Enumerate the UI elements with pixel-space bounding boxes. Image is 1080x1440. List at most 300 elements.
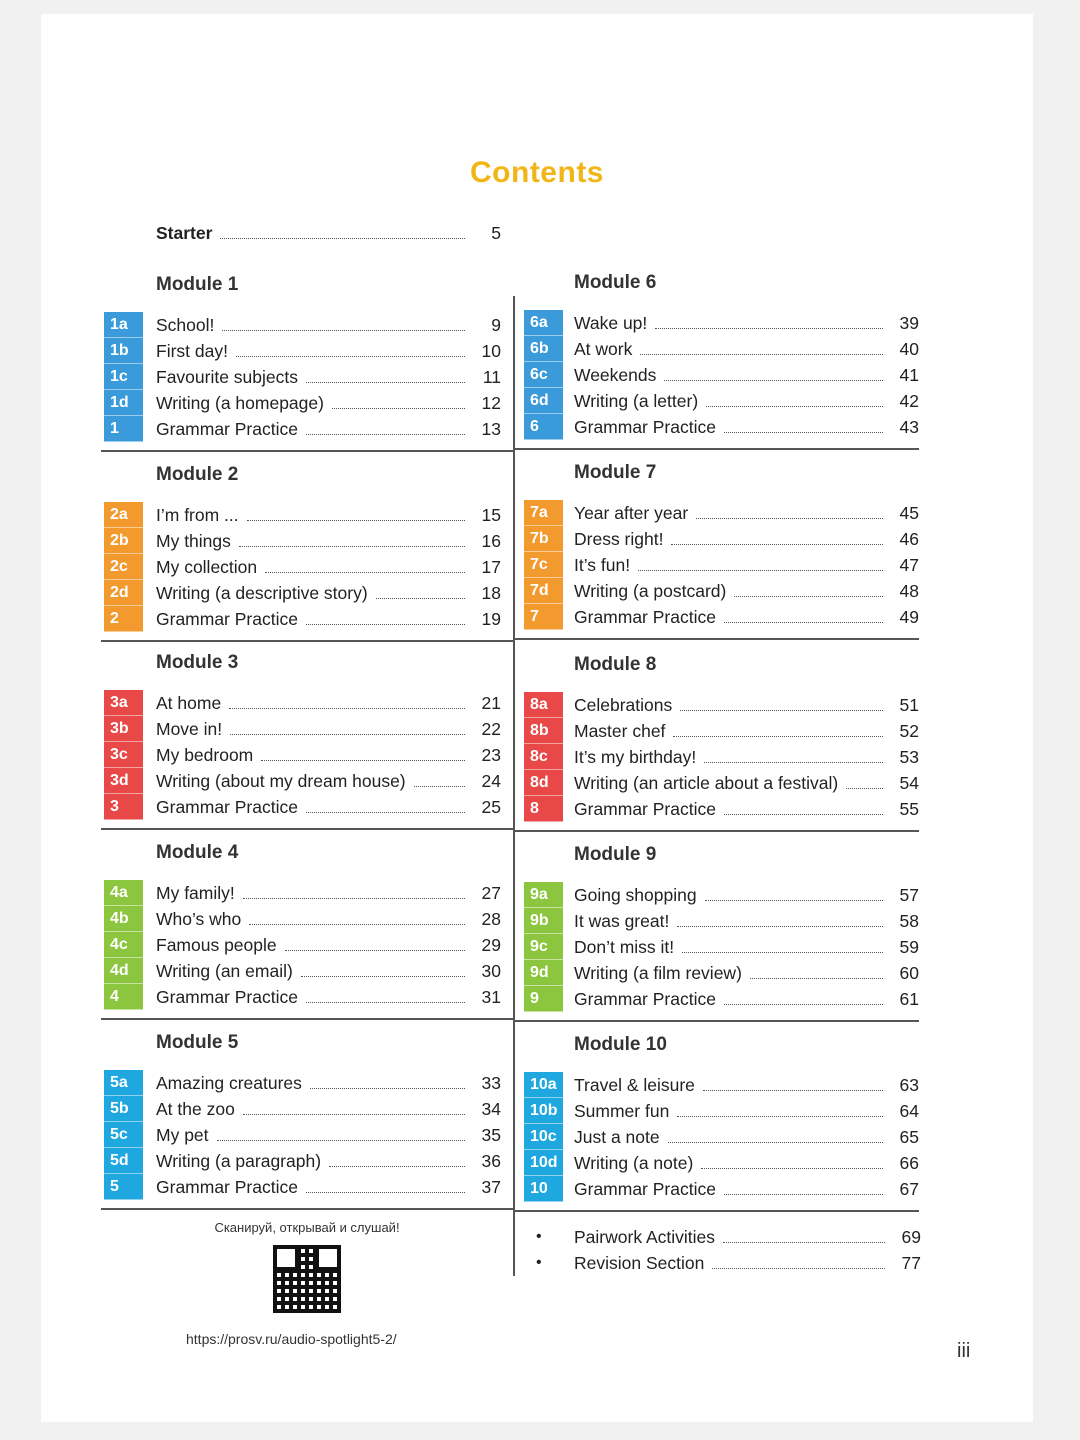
- toc-label: Writing (a film review): [574, 962, 742, 983]
- toc-page: 25: [481, 796, 501, 817]
- toc-label: It’s fun!: [574, 554, 631, 575]
- unit-list: [156, 880, 501, 1010]
- toc-label: It’s my birthday!: [574, 746, 697, 767]
- toc-label: Master chef: [574, 720, 666, 741]
- toc-page: 36: [481, 1150, 501, 1171]
- toc-row[interactable]: [156, 606, 501, 632]
- toc-page: 66: [899, 1152, 919, 1173]
- module-section: [521, 462, 921, 652]
- toc-page: 12: [481, 392, 501, 413]
- toc-row[interactable]: [156, 906, 501, 932]
- toc-page: 30: [481, 960, 501, 981]
- leader-dots: [712, 1268, 885, 1269]
- toc-page: 33: [481, 1072, 501, 1093]
- unit-code: 7a: [524, 500, 563, 526]
- module-title: Module 10: [574, 1034, 667, 1055]
- module-section: [101, 274, 502, 464]
- toc-page: 13: [481, 418, 501, 439]
- toc-row[interactable]: [574, 310, 919, 336]
- toc-page: 52: [899, 720, 919, 741]
- toc-label: Travel & leisure: [574, 1074, 695, 1095]
- unit-code: 5a: [104, 1070, 143, 1096]
- leader-dots: [306, 812, 465, 813]
- toc-row[interactable]: [156, 1070, 501, 1096]
- leader-dots: [671, 544, 883, 545]
- toc-page: 61: [899, 988, 919, 1009]
- toc-label: Famous people: [156, 934, 277, 955]
- toc-page: 19: [481, 608, 501, 629]
- toc-page: 48: [899, 580, 919, 601]
- toc-page: 53: [899, 746, 919, 767]
- unit-code: 5: [104, 1174, 143, 1200]
- leader-dots: [236, 356, 465, 357]
- module-title: Module 6: [574, 272, 657, 293]
- toc-label: Grammar Practice: [156, 1176, 298, 1197]
- toc-page: 27: [481, 882, 501, 903]
- toc-page: 54: [899, 772, 919, 793]
- unit-list: [574, 500, 919, 630]
- toc-label: Writing (a descriptive story): [156, 582, 368, 603]
- leader-dots: [329, 1166, 465, 1167]
- module-divider: [514, 1020, 919, 1022]
- unit-code: 7: [524, 604, 563, 630]
- bullet-icon: •: [536, 1254, 542, 1271]
- toc-page: 15: [481, 504, 501, 525]
- module-divider: [514, 638, 919, 640]
- audio-scan-block: [101, 1220, 513, 1313]
- toc-row[interactable]: [156, 716, 501, 742]
- leader-dots: [310, 1088, 465, 1089]
- unit-code-strip: [104, 502, 143, 632]
- module-divider: [514, 830, 919, 832]
- unit-list: [156, 1070, 501, 1200]
- toc-label: Grammar Practice: [156, 986, 298, 1007]
- leader-dots: [703, 1090, 883, 1091]
- leader-dots: [414, 786, 465, 787]
- toc-page: 37: [481, 1176, 501, 1197]
- toc-row[interactable]: [574, 796, 919, 822]
- toc-label: Just a note: [574, 1126, 660, 1147]
- toc-label: My bedroom: [156, 744, 254, 765]
- toc-row[interactable]: [156, 1096, 501, 1122]
- toc-page: 60: [899, 962, 919, 983]
- toc-label: Who’s who: [156, 908, 242, 929]
- module-divider: [101, 1018, 513, 1020]
- toc-row[interactable]: [156, 742, 501, 768]
- toc-row[interactable]: [156, 794, 501, 820]
- toc-page: 18: [481, 582, 501, 603]
- toc-page: 11: [482, 366, 501, 387]
- module-title: Module 9: [574, 844, 657, 865]
- unit-code-strip: [524, 1072, 563, 1202]
- unit-code: 5c: [104, 1122, 143, 1148]
- leader-dots: [724, 432, 883, 433]
- toc-row[interactable]: [156, 1174, 501, 1200]
- toc-page: 59: [899, 936, 919, 957]
- module-section: [101, 652, 502, 842]
- toc-label: Wake up!: [574, 312, 648, 333]
- toc-row[interactable]: [156, 528, 501, 554]
- module-section: [101, 464, 502, 654]
- unit-code: 7b: [524, 526, 563, 552]
- toc-row[interactable]: [574, 1098, 919, 1124]
- leader-dots: [306, 434, 465, 435]
- column-divider: [513, 296, 515, 1276]
- leader-dots: [673, 736, 883, 737]
- toc-page: 21: [481, 692, 501, 713]
- toc-row[interactable]: [574, 692, 919, 718]
- unit-code: 10a: [524, 1072, 563, 1098]
- unit-list: [574, 310, 919, 440]
- bullet-icon: •: [536, 1228, 542, 1245]
- qr-code-icon[interactable]: [273, 1245, 341, 1313]
- unit-code: 10c: [524, 1124, 563, 1150]
- page-number: iii: [957, 1340, 971, 1362]
- unit-code: 3: [104, 794, 143, 820]
- toc-label: Grammar Practice: [156, 418, 298, 439]
- unit-code: 9: [524, 986, 563, 1012]
- toc-page: 17: [481, 556, 501, 577]
- module-divider: [101, 1208, 513, 1210]
- contents-page: [41, 14, 1033, 1422]
- toc-label: Going shopping: [574, 884, 697, 905]
- leader-dots: [239, 546, 465, 547]
- module-title: Module 8: [574, 654, 657, 675]
- unit-code: 1: [104, 416, 143, 442]
- toc-row[interactable]: [574, 414, 919, 440]
- toc-label: Writing (about my dream house): [156, 770, 406, 791]
- unit-code: 3b: [104, 716, 143, 742]
- page-title: Contents: [470, 156, 604, 189]
- unit-code: 10: [524, 1176, 563, 1202]
- leader-dots: [222, 330, 465, 331]
- toc-label: Grammar Practice: [574, 988, 716, 1009]
- extra-page: 77: [901, 1252, 921, 1273]
- toc-page: 55: [899, 798, 919, 819]
- toc-label: Starter: [156, 222, 213, 243]
- toc-page: 49: [899, 606, 919, 627]
- unit-code: 1a: [104, 312, 143, 338]
- leader-dots: [668, 1142, 883, 1143]
- toc-row[interactable]: [574, 578, 919, 604]
- leader-dots: [701, 1168, 883, 1169]
- unit-list: [156, 690, 501, 820]
- leader-dots: [846, 788, 883, 789]
- toc-row[interactable]: [574, 552, 919, 578]
- leader-dots: [724, 814, 883, 815]
- toc-page: 10: [481, 340, 501, 361]
- leader-dots: [664, 380, 883, 381]
- leader-dots: [217, 1140, 465, 1141]
- toc-page: 45: [899, 502, 919, 523]
- module-divider: [101, 450, 513, 452]
- unit-code: 9b: [524, 908, 563, 934]
- unit-code: 3d: [104, 768, 143, 794]
- toc-row[interactable]: [156, 958, 501, 984]
- leader-dots: [696, 518, 883, 519]
- toc-page: 23: [481, 744, 501, 765]
- module-divider: [101, 828, 513, 830]
- toc-label: My things: [156, 530, 231, 551]
- toc-label: At home: [156, 692, 222, 713]
- toc-row[interactable]: [574, 526, 919, 552]
- unit-list: [574, 1072, 919, 1202]
- leader-dots: [750, 978, 883, 979]
- toc-row[interactable]: [156, 502, 501, 528]
- toc-row[interactable]: [574, 1072, 919, 1098]
- toc-row: [156, 220, 501, 246]
- toc-row[interactable]: [156, 1122, 501, 1148]
- toc-label: Writing (a homepage): [156, 392, 324, 413]
- toc-page: 63: [899, 1074, 919, 1095]
- unit-list: [156, 312, 501, 442]
- toc-row[interactable]: [574, 986, 919, 1012]
- toc-row[interactable]: [574, 336, 919, 362]
- unit-code: 5d: [104, 1148, 143, 1174]
- starter-entry[interactable]: [156, 220, 501, 246]
- leader-dots: [680, 710, 883, 711]
- toc-row[interactable]: [156, 338, 501, 364]
- extra-row[interactable]: [536, 1224, 921, 1250]
- unit-code: 3a: [104, 690, 143, 716]
- toc-page: 22: [481, 718, 501, 739]
- module-section: [521, 272, 921, 462]
- leader-dots: [243, 1114, 465, 1115]
- toc-row[interactable]: [574, 718, 919, 744]
- module-section: [521, 654, 921, 844]
- toc-page: 34: [481, 1098, 501, 1119]
- unit-code-strip: [104, 312, 143, 442]
- module-title: Module 7: [574, 462, 657, 483]
- unit-code: 8a: [524, 692, 563, 718]
- toc-page: 29: [481, 934, 501, 955]
- extras-list: [536, 1224, 921, 1276]
- unit-code: 1c: [104, 364, 143, 390]
- toc-row[interactable]: [156, 1148, 501, 1174]
- unit-code: 6: [524, 414, 563, 440]
- toc-page: 41: [899, 364, 919, 385]
- toc-label: Grammar Practice: [574, 416, 716, 437]
- leader-dots: [706, 406, 883, 407]
- leader-dots: [220, 238, 465, 239]
- toc-label: Grammar Practice: [574, 1178, 716, 1199]
- module-divider: [101, 640, 513, 642]
- leader-dots: [332, 408, 465, 409]
- toc-label: School!: [156, 314, 215, 335]
- toc-row[interactable]: [574, 934, 919, 960]
- toc-row[interactable]: [574, 1176, 919, 1202]
- toc-label: Writing (an article about a festival): [574, 772, 839, 793]
- toc-row[interactable]: [156, 768, 501, 794]
- leader-dots: [249, 924, 465, 925]
- toc-row[interactable]: [574, 744, 919, 770]
- unit-list: [574, 692, 919, 822]
- toc-label: Summer fun: [574, 1100, 670, 1121]
- unit-code-strip: [104, 1070, 143, 1200]
- toc-page: 57: [899, 884, 919, 905]
- leader-dots: [723, 1242, 885, 1243]
- module-section: [521, 844, 921, 1034]
- leader-dots: [682, 952, 883, 953]
- module-title: Module 5: [156, 1032, 239, 1053]
- unit-code: 10b: [524, 1098, 563, 1124]
- toc-row[interactable]: [574, 960, 919, 986]
- leader-dots: [301, 976, 465, 977]
- toc-label: Writing (an email): [156, 960, 293, 981]
- unit-code-strip: [524, 500, 563, 630]
- unit-code: 6b: [524, 336, 563, 362]
- leader-dots: [306, 1002, 465, 1003]
- leader-dots: [230, 734, 465, 735]
- leader-dots: [243, 898, 465, 899]
- unit-code-strip: [524, 882, 563, 1012]
- toc-row[interactable]: [574, 362, 919, 388]
- toc-row[interactable]: [156, 390, 501, 416]
- toc-row[interactable]: [574, 1150, 919, 1176]
- toc-label: I’m from ...: [156, 504, 239, 525]
- toc-label: Don’t miss it!: [574, 936, 675, 957]
- unit-list: [574, 882, 919, 1012]
- extra-label: Pairwork Activities: [574, 1226, 716, 1247]
- module-section: [101, 1032, 502, 1222]
- toc-label: Grammar Practice: [574, 798, 716, 819]
- leader-dots: [677, 926, 883, 927]
- toc-label: Grammar Practice: [156, 608, 298, 629]
- unit-code: 2: [104, 606, 143, 632]
- toc-label: Grammar Practice: [156, 796, 298, 817]
- toc-label: It was great!: [574, 910, 670, 931]
- unit-code: 9a: [524, 882, 563, 908]
- toc-label: At the zoo: [156, 1098, 235, 1119]
- toc-label: Year after year: [574, 502, 689, 523]
- unit-code: 6c: [524, 362, 563, 388]
- leader-dots: [229, 708, 465, 709]
- leader-dots: [265, 572, 465, 573]
- module-section: [521, 1034, 921, 1224]
- unit-code: 8: [524, 796, 563, 822]
- toc-page: 46: [899, 528, 919, 549]
- leader-dots: [704, 762, 883, 763]
- unit-code: 4: [104, 984, 143, 1010]
- leader-dots: [724, 1004, 883, 1005]
- leader-dots: [677, 1116, 883, 1117]
- unit-code: 3c: [104, 742, 143, 768]
- unit-code: 8d: [524, 770, 563, 796]
- unit-code-strip: [104, 690, 143, 820]
- toc-row[interactable]: [156, 880, 501, 906]
- unit-code: 2d: [104, 580, 143, 606]
- leader-dots: [734, 596, 883, 597]
- toc-row[interactable]: [574, 388, 919, 414]
- unit-list: [156, 502, 501, 632]
- toc-row[interactable]: [156, 932, 501, 958]
- toc-row[interactable]: [156, 364, 501, 390]
- toc-page: 35: [481, 1124, 501, 1145]
- unit-code: 4a: [104, 880, 143, 906]
- toc-row[interactable]: [156, 416, 501, 442]
- unit-code: 9c: [524, 934, 563, 960]
- module-title: Module 2: [156, 464, 239, 485]
- toc-label: Favourite subjects: [156, 366, 299, 387]
- unit-code: 7d: [524, 578, 563, 604]
- toc-label: Weekends: [574, 364, 657, 385]
- toc-page: 9: [491, 314, 501, 335]
- leader-dots: [306, 1192, 465, 1193]
- unit-code-strip: [524, 310, 563, 440]
- toc-page: 40: [899, 338, 919, 359]
- toc-page: 28: [481, 908, 501, 929]
- unit-code: 8c: [524, 744, 563, 770]
- unit-code: 4b: [104, 906, 143, 932]
- leader-dots: [640, 354, 883, 355]
- toc-label: My collection: [156, 556, 258, 577]
- module-divider: [514, 1210, 919, 1212]
- toc-page: 47: [899, 554, 919, 575]
- toc-label: Writing (a postcard): [574, 580, 727, 601]
- toc-row[interactable]: [574, 500, 919, 526]
- toc-page: 43: [899, 416, 919, 437]
- toc-row[interactable]: [156, 984, 501, 1010]
- module-divider: [514, 448, 919, 450]
- toc-label: First day!: [156, 340, 228, 361]
- toc-label: Writing (a letter): [574, 390, 699, 411]
- toc-row[interactable]: [574, 604, 919, 630]
- leader-dots: [705, 900, 883, 901]
- toc-label: At work: [574, 338, 633, 359]
- toc-row[interactable]: [574, 882, 919, 908]
- module-title: Module 1: [156, 274, 239, 295]
- leader-dots: [376, 598, 465, 599]
- toc-row[interactable]: [156, 554, 501, 580]
- toc-row[interactable]: [156, 312, 501, 338]
- toc-page: 16: [481, 530, 501, 551]
- toc-page: 51: [899, 694, 919, 715]
- toc-page: 65: [899, 1126, 919, 1147]
- audio-url-link[interactable]: https://prosv.ru/audio-spotlight5-2/: [186, 1331, 397, 1347]
- leader-dots: [655, 328, 883, 329]
- toc-page: 64: [899, 1100, 919, 1121]
- toc-label: My pet: [156, 1124, 209, 1145]
- leader-dots: [306, 382, 465, 383]
- toc-row[interactable]: [156, 580, 501, 606]
- unit-code: 4d: [104, 958, 143, 984]
- extra-page: 69: [901, 1226, 921, 1247]
- toc-row[interactable]: [156, 690, 501, 716]
- unit-code: 1b: [104, 338, 143, 364]
- extra-row[interactable]: [536, 1250, 921, 1276]
- unit-code: 1d: [104, 390, 143, 416]
- toc-label: Celebrations: [574, 694, 673, 715]
- toc-label: Dress right!: [574, 528, 664, 549]
- leader-dots: [306, 624, 465, 625]
- toc-row[interactable]: [574, 1124, 919, 1150]
- extra-label: Revision Section: [574, 1252, 705, 1273]
- toc-page: 31: [481, 986, 501, 1007]
- toc-label: Writing (a note): [574, 1152, 694, 1173]
- unit-code: 10d: [524, 1150, 563, 1176]
- module-title: Module 4: [156, 842, 239, 863]
- unit-code: 2a: [104, 502, 143, 528]
- toc-page: 67: [899, 1178, 919, 1199]
- toc-label: Move in!: [156, 718, 223, 739]
- module-section: [101, 842, 502, 1032]
- leader-dots: [724, 1194, 883, 1195]
- toc-row[interactable]: [574, 770, 919, 796]
- leader-dots: [285, 950, 465, 951]
- toc-row[interactable]: [574, 908, 919, 934]
- toc-label: Amazing creatures: [156, 1072, 302, 1093]
- unit-code: 2b: [104, 528, 143, 554]
